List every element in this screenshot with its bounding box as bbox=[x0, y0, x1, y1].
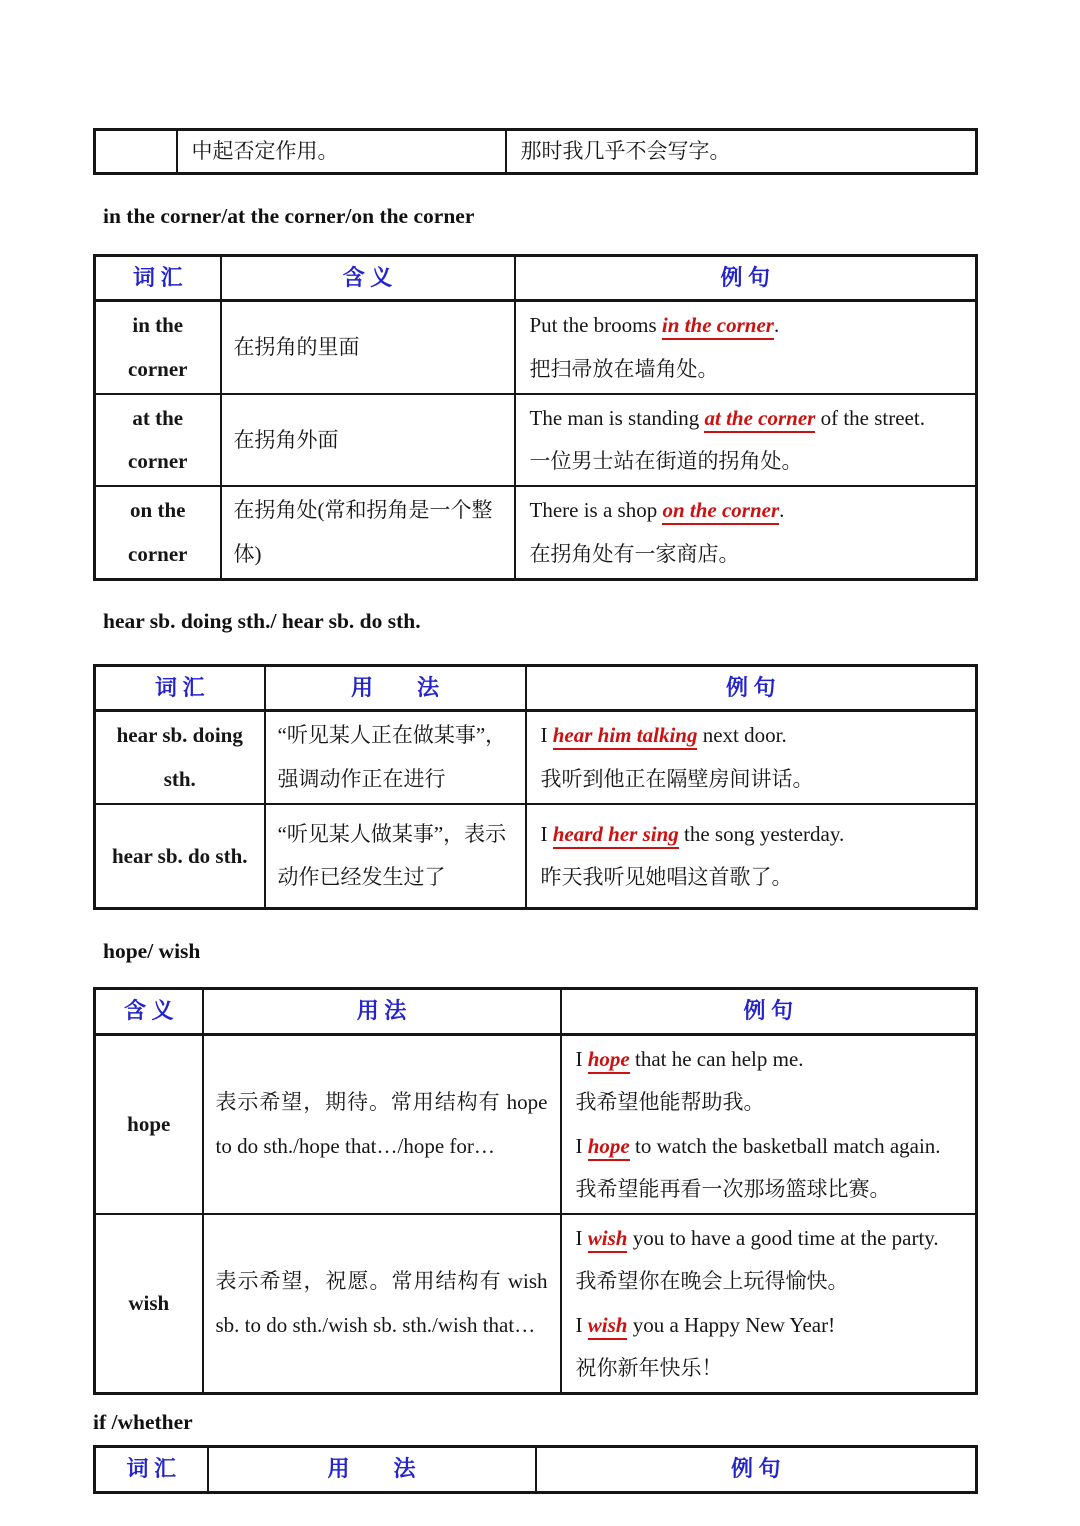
header-meaning: 含 义 bbox=[95, 989, 203, 1035]
text-segment: The man is standing bbox=[529, 405, 705, 430]
corner-table bbox=[93, 254, 978, 581]
header-meaning: 含 义 bbox=[221, 255, 515, 301]
term-cell: hope bbox=[95, 1035, 203, 1215]
fragment-term-cell bbox=[95, 130, 177, 174]
fragment-table bbox=[93, 128, 978, 175]
highlighted-phrase: hope bbox=[588, 1047, 630, 1074]
meaning-cell: 在拐角外面 bbox=[221, 394, 515, 487]
example-cell bbox=[526, 711, 977, 804]
meaning-cell: 在拐角的里面 bbox=[221, 301, 515, 394]
example-cell bbox=[526, 804, 977, 909]
usage-cell: “听见某人正在做某事”，强调动作正在进行 bbox=[265, 711, 526, 804]
text-segment: 我希望他能帮助我。 bbox=[575, 1090, 765, 1115]
hear-table bbox=[93, 664, 978, 911]
if-whether-table bbox=[93, 1445, 978, 1494]
example-cell bbox=[515, 394, 977, 487]
term-cell: on the corner bbox=[95, 486, 221, 579]
text-segment: 昨天我听见她唱这首歌了。 bbox=[540, 865, 793, 890]
term-cell: in the corner bbox=[95, 301, 221, 394]
table-row bbox=[95, 394, 977, 487]
text-segment: I bbox=[540, 821, 553, 846]
highlighted-phrase: wish bbox=[588, 1226, 628, 1253]
header-usage: 用 法 bbox=[203, 989, 561, 1035]
term-cell: hear sb. doing sth. bbox=[95, 711, 265, 804]
header-usage: 用 法 bbox=[208, 1446, 536, 1492]
header-example: 例 句 bbox=[526, 665, 977, 711]
text-segment: I bbox=[540, 723, 553, 748]
example-line bbox=[576, 1125, 962, 1168]
highlighted-phrase: in the corner bbox=[662, 313, 774, 340]
fragment-example-cell: 那时我几乎不会写字。 bbox=[506, 130, 977, 174]
text-segment: the song yesterday. bbox=[678, 821, 845, 846]
example-line bbox=[530, 489, 962, 532]
text-segment: next door. bbox=[697, 723, 787, 748]
highlighted-phrase: on the corner bbox=[662, 498, 779, 525]
header-example: 例 句 bbox=[561, 989, 977, 1035]
section-heading-hear: hear sb. doing sth./ hear sb. do sth. bbox=[103, 608, 421, 633]
example-cell bbox=[561, 1035, 977, 1215]
text-segment: . bbox=[779, 498, 785, 523]
table-row bbox=[95, 486, 977, 579]
table-header-row bbox=[95, 1446, 977, 1492]
example-line bbox=[541, 758, 962, 801]
header-vocab: 词 汇 bbox=[95, 255, 221, 301]
text-segment: 我希望能再看一次那场篮球比赛。 bbox=[575, 1176, 891, 1201]
table-row bbox=[95, 1035, 977, 1215]
example-line bbox=[530, 304, 962, 347]
example-line bbox=[576, 1304, 962, 1347]
usage-cell: “听见某人做某事”，表示动作已经发生过了 bbox=[265, 804, 526, 909]
table-row bbox=[95, 1214, 977, 1394]
text-segment: I bbox=[575, 1133, 588, 1158]
text-segment: of the street. bbox=[815, 405, 925, 430]
text-segment: you a Happy New Year! bbox=[627, 1312, 836, 1337]
table-row bbox=[95, 711, 977, 804]
usage-cell: 表示希望，期待。常用结构有 hope to do sth./hope that…/hope for… bbox=[203, 1035, 561, 1215]
usage-cell: 表示希望，祝愿。常用结构有 wish sb. to do sth./wish sb. sth./wish that… bbox=[203, 1214, 561, 1394]
highlighted-phrase: hear him talking bbox=[553, 723, 698, 750]
example-line bbox=[530, 440, 962, 483]
example-line bbox=[576, 1081, 962, 1124]
text-segment: I bbox=[575, 1312, 588, 1337]
header-vocab: 词 汇 bbox=[95, 665, 265, 711]
example-line bbox=[530, 348, 962, 391]
header-example: 例 句 bbox=[536, 1446, 977, 1492]
example-line bbox=[576, 1347, 962, 1390]
text-segment: to watch the basketball match again. bbox=[629, 1133, 941, 1158]
text-segment: 我希望你在晚会上玩得愉快。 bbox=[575, 1269, 849, 1294]
text-segment: 在拐角处有一家商店。 bbox=[529, 541, 740, 566]
term-cell: hear sb. do sth. bbox=[95, 804, 265, 909]
text-segment: 把扫帚放在墙角处。 bbox=[529, 356, 719, 381]
highlighted-phrase: hope bbox=[588, 1134, 630, 1161]
highlighted-phrase: wish bbox=[588, 1313, 628, 1340]
meaning-cell: 在拐角处(常和拐角是一个整体) bbox=[221, 486, 515, 579]
header-vocab: 词 汇 bbox=[95, 1446, 208, 1492]
example-line bbox=[541, 714, 962, 757]
table-header-row bbox=[95, 255, 977, 301]
example-line bbox=[576, 1260, 962, 1303]
example-line bbox=[576, 1168, 962, 1211]
section-heading-if-whether: if /whether bbox=[93, 1410, 193, 1435]
text-segment: 一位男士站在街道的拐角处。 bbox=[529, 449, 803, 474]
text-segment: you to have a good time at the party. bbox=[627, 1226, 939, 1251]
example-line bbox=[576, 1038, 962, 1081]
text-segment: Put the brooms bbox=[529, 313, 662, 338]
example-cell bbox=[561, 1214, 977, 1394]
text-segment: There is a shop bbox=[529, 498, 663, 523]
text-segment: I bbox=[575, 1226, 588, 1251]
text-segment: I bbox=[575, 1047, 588, 1072]
highlighted-phrase: at the corner bbox=[704, 406, 815, 433]
text-segment: 祝你新年快乐！ bbox=[575, 1355, 723, 1380]
fragment-meaning-cell: 中起否定作用。 bbox=[177, 130, 506, 174]
example-line bbox=[576, 1217, 962, 1260]
text-segment: 我听到他正在隔壁房间讲话。 bbox=[540, 766, 814, 791]
term-cell: wish bbox=[95, 1214, 203, 1394]
example-line bbox=[530, 533, 962, 576]
example-line bbox=[541, 813, 962, 856]
highlighted-phrase: heard her sing bbox=[553, 822, 679, 849]
table-row bbox=[95, 130, 977, 174]
table-header-row bbox=[95, 665, 977, 711]
section-heading-corner: in the corner/at the corner/on the corner bbox=[103, 203, 475, 228]
section-heading-hope-wish: hope/ wish bbox=[103, 939, 201, 964]
header-example: 例 句 bbox=[515, 255, 977, 301]
header-usage: 用 法 bbox=[265, 665, 526, 711]
example-cell bbox=[515, 301, 977, 394]
text-segment: . bbox=[773, 313, 780, 338]
hope-wish-table bbox=[93, 987, 978, 1395]
example-line bbox=[530, 397, 962, 440]
table-row bbox=[95, 804, 977, 909]
table-row bbox=[95, 301, 977, 394]
term-cell: at the corner bbox=[95, 394, 221, 487]
table-header-row bbox=[95, 989, 977, 1035]
text-segment: that he can help me. bbox=[629, 1047, 804, 1072]
example-cell bbox=[515, 486, 977, 579]
example-line bbox=[541, 856, 962, 899]
